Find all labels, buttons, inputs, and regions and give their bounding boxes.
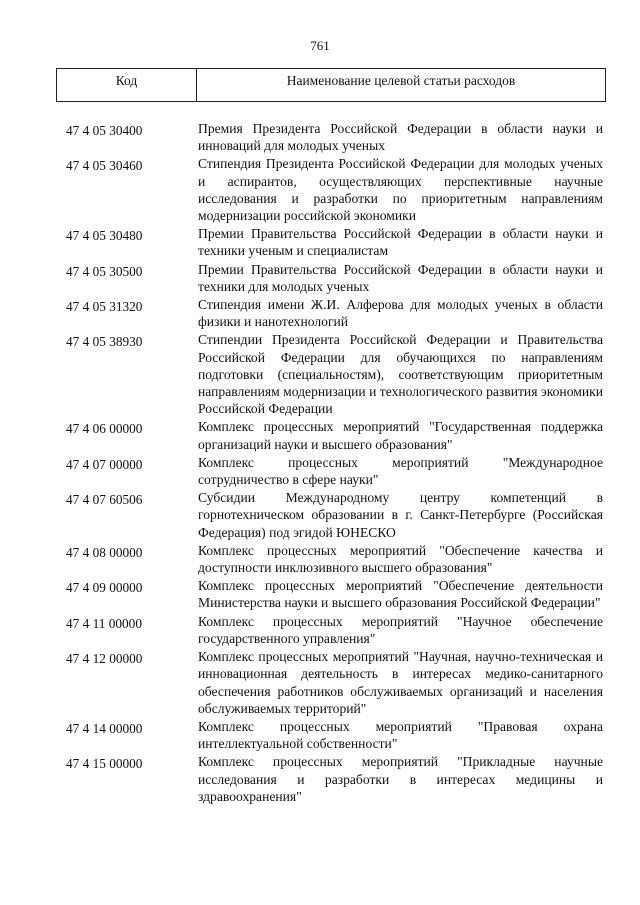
table-row [0,489,640,541]
row-name: Субсидии Международному центру компетенций в горнотехническом образовании в г. Санкт-Петербурге (Российская Федерация) под эгидой ЮНЕСКО [198,490,603,540]
row-name: Комплекс процессных мероприятий "Научная, научно-техническая и инновационная деятельность в интересах медико-санитарного обеспечения работников обслуживаемых организаций и населения обслуживаемых территорий" [198,649,603,716]
row-code: 47 4 12 00000 [66,651,143,667]
row-code: 47 4 11 00000 [66,615,142,631]
header-name: Наименование целевой статьи расходов [286,73,516,88]
table-row [0,753,640,805]
row-code: 47 4 05 30400 [66,123,143,138]
row-code: 47 4 05 30460 [66,158,143,174]
table-row [0,454,640,488]
row-name: Комплекс процессных мероприятий "Обеспечение деятельности Министерства науки и высшего образования Российской Федерации" [198,578,603,611]
row-name: Комплекс процессных мероприятий "Правовая охрана интеллектуальной собственности" [198,718,603,752]
row-name: Премии Правительства Российской Федерации в области науки и техники для молодых ученых [198,261,603,294]
row-code: 47 4 07 60506 [66,492,143,508]
row-code: 47 4 14 00000 [66,720,143,736]
row-code: 47 4 06 00000 [66,421,143,437]
row-name: Стипендия Президента Российской Федерации для молодых ученых и аспирантов, осуществляющих перспективные научные исследования и разработки по приоритетным направлениям модернизации российской экономики [198,156,603,224]
page-number: 761 [310,38,330,53]
table-row [0,613,640,647]
table-row [0,542,640,576]
table-row [0,718,640,752]
row-name: Комплекс процессных мероприятий "Научное обеспечение государственного управления" [198,613,603,646]
row-name: Стипендии Президента Российской Федерации и Правительства Российской Федерации для обучающихся по направлениям подготовки (специальностям), соответствующим приоритетным направлениям модернизации и технологического развития экономики Российской Федерации [198,332,603,417]
table-row [0,120,640,154]
row-name: Комплекс процессных мероприятий "Международное сотрудничество в сфере науки" [198,454,603,488]
header-code: Код [57,69,197,101]
row-name: Премии Правительства Российской Федерации в области науки и техники ученым и специалистам [198,226,603,259]
table-row [0,577,640,611]
table-row [0,261,640,295]
table-header [56,68,606,102]
table-row [0,331,640,417]
table-row [0,296,640,330]
table-row [0,418,640,452]
row-name: Комплекс процессных мероприятий "Прикладные научные исследования и разработки в интересах медицины и здравоохранения" [198,754,603,804]
row-code: 47 4 05 30500 [66,263,143,279]
table-body [0,120,640,806]
row-code: 47 4 05 38930 [66,334,143,350]
row-code: 47 4 05 31320 [66,299,143,315]
row-code: 47 4 08 00000 [66,544,143,560]
row-name: Стипендия имени Ж.И. Алферова для молодых ученых в области физики и нанотехнологий [198,297,603,330]
row-name: Комплекс процессных мероприятий "Государственная поддержка организаций науки и высшего образования" [198,419,603,452]
row-code: 47 4 05 30480 [66,228,143,244]
table-row [0,648,640,717]
table-row [0,225,640,259]
row-code: 47 4 15 00000 [66,756,143,772]
row-code: 47 4 09 00000 [66,580,143,596]
row-name: Премия Президента Российской Федерации в области науки и инноваций для молодых ученых [198,121,603,154]
table-row [0,155,640,224]
row-name: Комплекс процессных мероприятий "Обеспечение качества и доступности инклюзивного высшего образования" [198,542,603,576]
row-code: 47 4 07 00000 [66,456,143,472]
